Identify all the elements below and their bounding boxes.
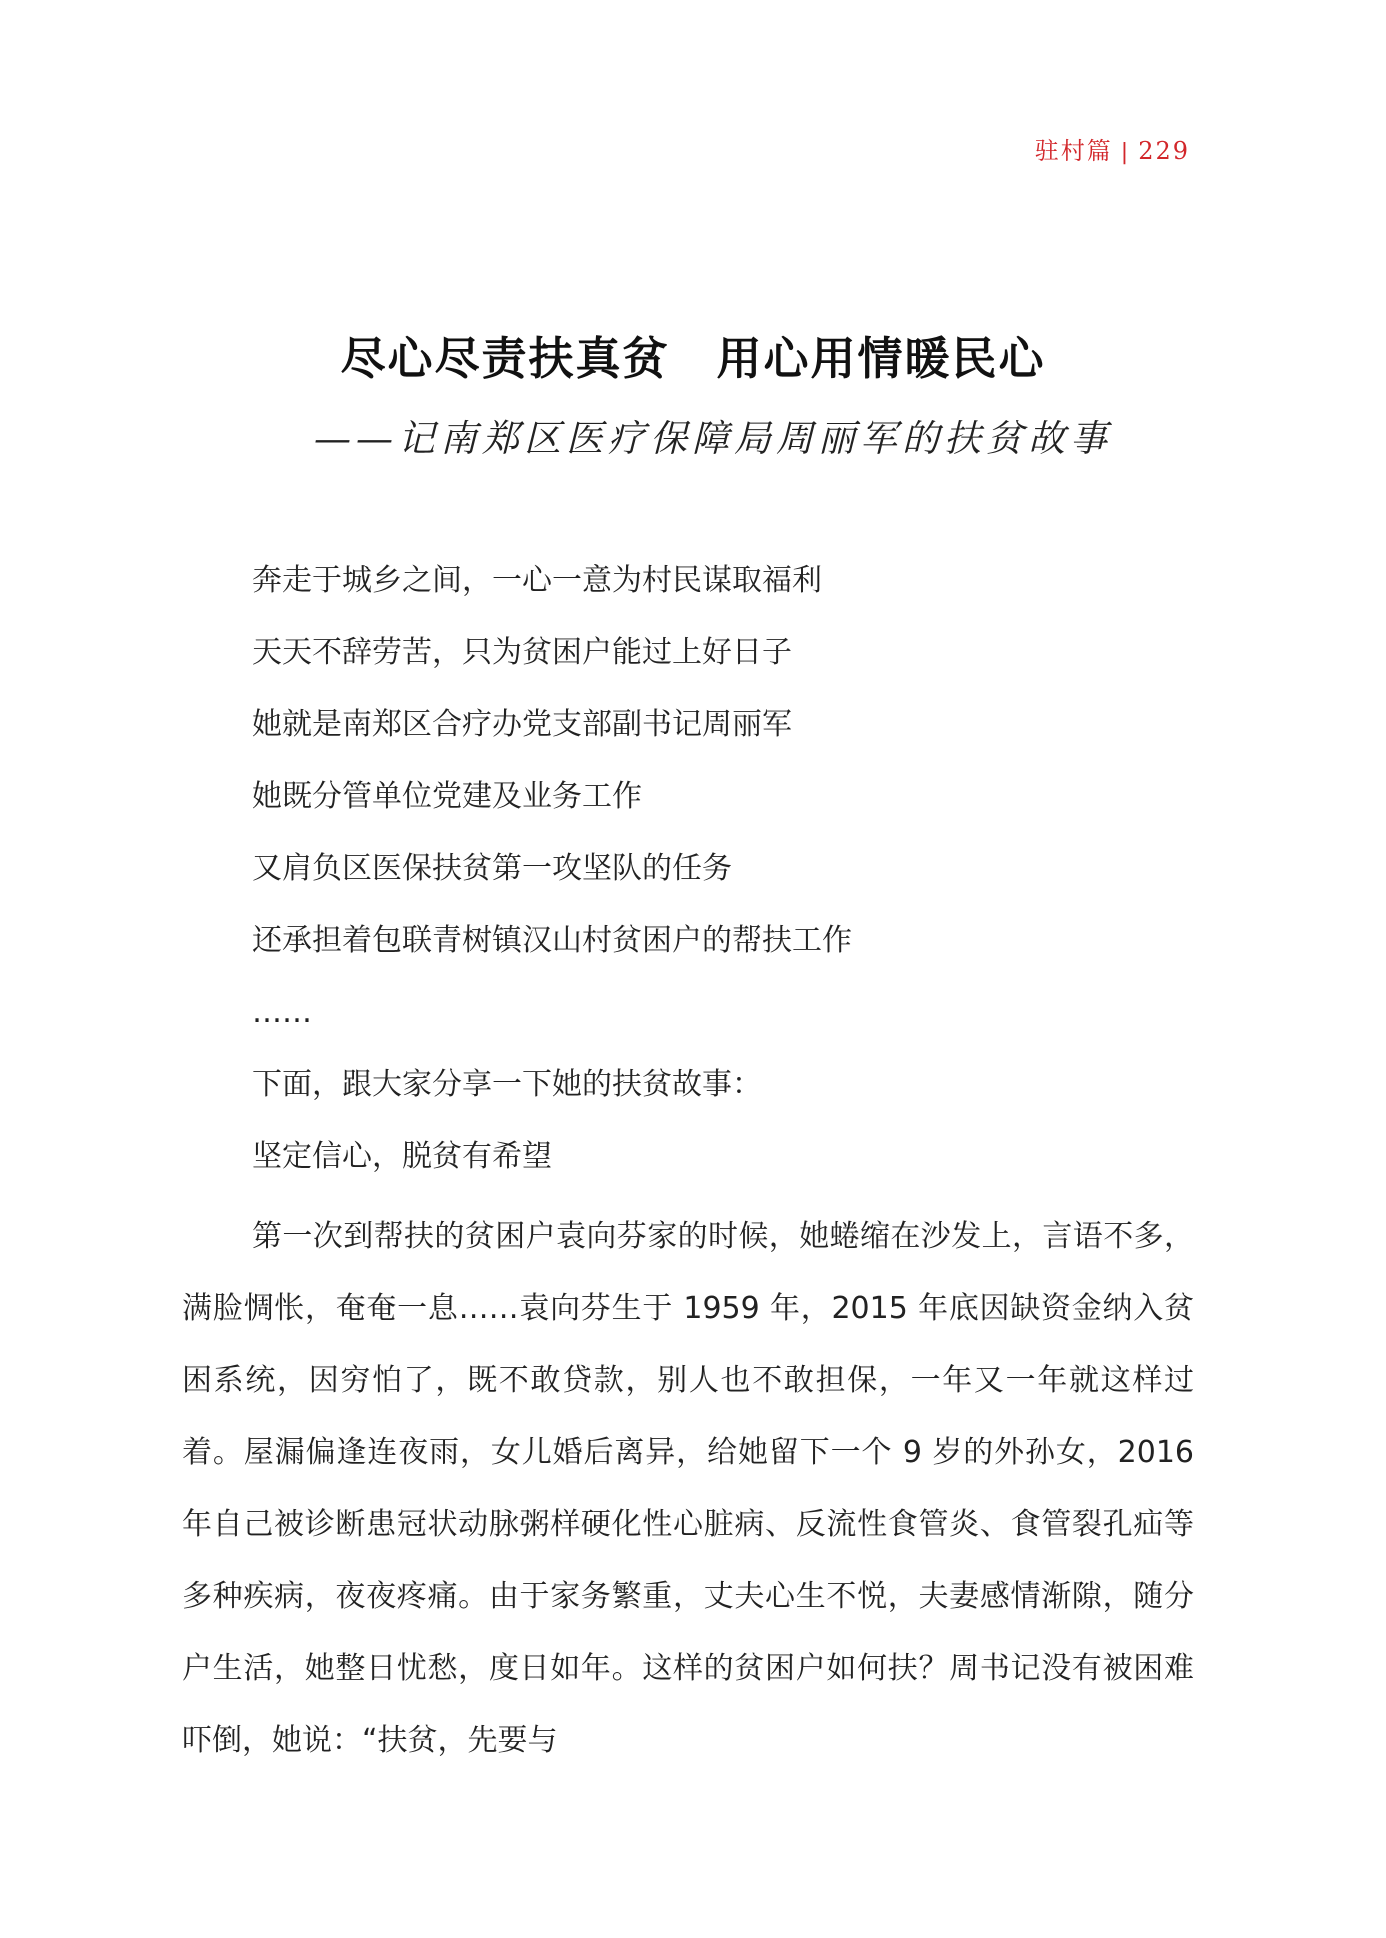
intro-line: 还承担着包联青树镇汉山村贫困户的帮扶工作 [252,923,852,958]
intro-line: 她既分管单位党建及业务工作 [252,779,642,814]
body-paragraph: 第一次到帮扶的贫困户袁向芬家的时候，她蜷缩在沙发上，言语不多，满脸惆怅，奄奄一息……袁向芬生于 1959 年，2015 年底因缺资金纳入贫困系统，因穷怕了，既不敢贷款，别人也不敢担保，一年又一年就这样过着。屋漏偏逢连夜雨，女儿婚后离异，给她留下一个 9 岁的外孙女，2016 年自己被诊断患冠状动脉粥样硬化性心脏病、反流性食管炎、食管裂孔疝等多种疾病，夜夜疼痛。由于家务繁重，丈夫心生不悦，夫妻感情渐隙，随分户生活，她整日忧愁，度日如年。这样的贫困户如何扶？周书记没有被困难吓倒，她说：“扶贫，先要与 [182,1219,1194,1758]
section-heading: 坚定信心，脱贫有希望 [252,1139,552,1174]
intro-line: 奔走于城乡之间，一心一意为村民谋取福利 [252,563,822,598]
intro-line: 她就是南郑区合疗办党支部副书记周丽军 [252,707,792,742]
header-separator: | [1120,140,1131,165]
intro-line: 下面，跟大家分享一下她的扶贫故事： [252,1067,762,1102]
page-number: 229 [1138,137,1190,165]
article-title: 尽心尽责扶真贫 用心用情暖民心 [340,332,1046,385]
running-header [1035,131,1190,166]
intro-line: 又肩负区医保扶贫第一攻坚队的任务 [252,851,732,886]
intro-lines [252,545,1212,1193]
intro-ellipsis: …… [252,995,312,1030]
intro-line: 天天不辞劳苦，只为贫困户能过上好日子 [252,635,792,670]
section-name: 驻村篇 [1034,137,1113,165]
article-subtitle: ——记南郑区医疗保障局周丽军的扶贫故事 [314,417,1112,460]
